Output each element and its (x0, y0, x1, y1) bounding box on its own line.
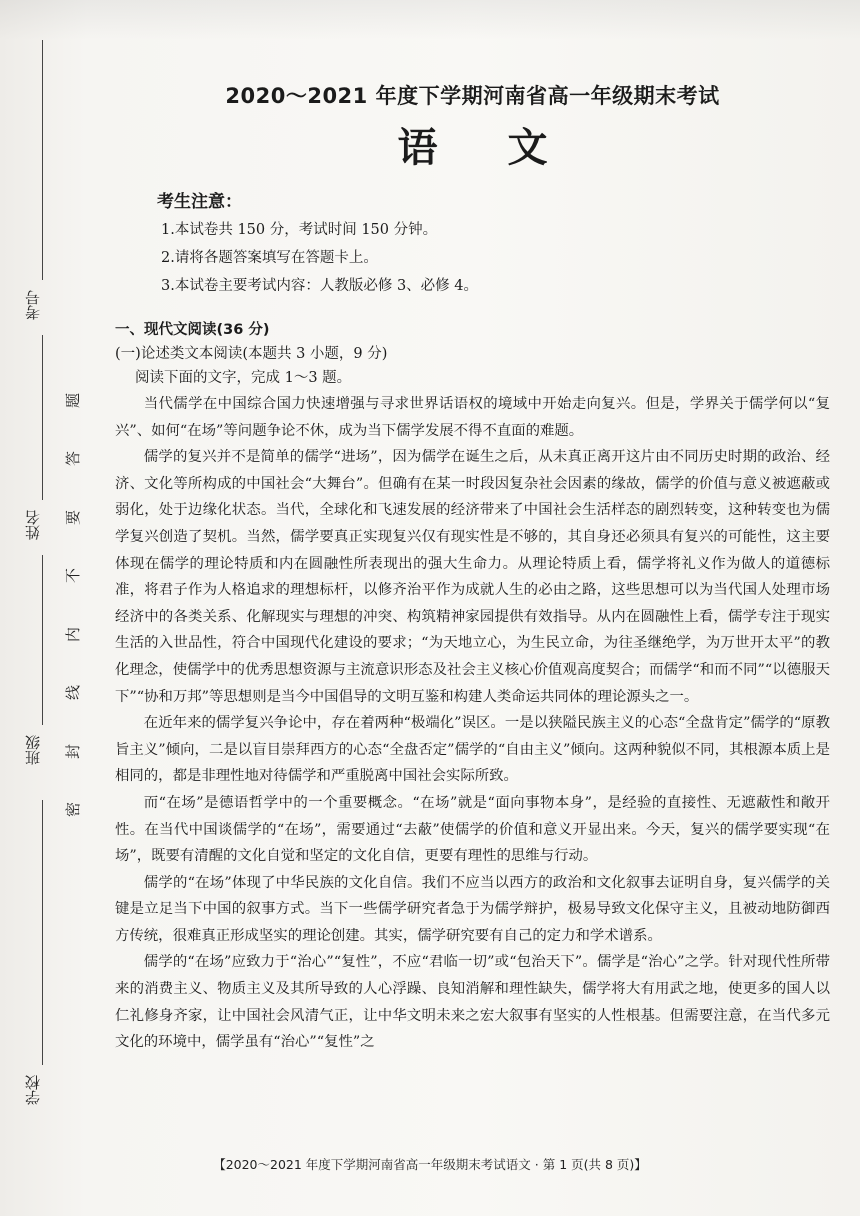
scan-shadow (0, 0, 860, 40)
notice-item: 1.本试卷共 150 分，考试时间 150 分钟。 (161, 222, 438, 238)
seal-char: 封 (64, 743, 83, 759)
school-line (42, 800, 43, 1065)
class-line (42, 555, 43, 725)
school-label: 学校 (24, 1075, 42, 1105)
reading-instruction: 阅读下面的文字，完成 1～3 题。 (135, 370, 352, 386)
page-footer: 【2020～2021 年度下学期河南省高一年级期末考试语文 · 第 1 页(共 8 页)】 (213, 1157, 647, 1172)
page-content (115, 80, 830, 1056)
exam-number-label: 考号 (24, 290, 42, 320)
subsection-heading: (一)论述类文本阅读(本题共 3 小题，9 分) (115, 346, 388, 362)
seal-char: 密 (64, 801, 83, 817)
name-label: 姓名 (24, 510, 42, 540)
exam-title: 2020～2021 年度下学期河南省高一年级期末考试 (225, 84, 720, 108)
paragraph: 儒学的“在场”体现了中华民族的文化自信。我们不应当以西方的政治和文化叙事去证明自身，复兴儒学的关键是立足当下中国的叙事方式。当下一些儒学研究者急于为儒学辩护，极易导致文化保守主义，且被动地防御西方传统，很难真正形成坚实的理论创建。其实，儒学研究要有自己的定力和学术谱系。 (115, 874, 830, 944)
seal-line-notice (58, 390, 88, 820)
section-heading: 一、现代文阅读(36 分) (115, 322, 270, 338)
binding-margin (0, 0, 110, 1216)
notice-item: 2.请将各题答案填写在答题卡上。 (161, 250, 378, 266)
candidate-notice (115, 187, 830, 296)
paragraph: 而“在场”是德语哲学中的一个重要概念。“在场”就是“面向事物本身”，是经验的直接性、无遮蔽性和敞开性。在当代中国谈儒学的“在场”，需要通过“去蔽”使儒学的价值和意义开显出来。今天，复兴的儒学要实现“在场”，既要有清醒的文化自觉和坚定的文化自信，更要有理性的思维与行动。 (115, 794, 830, 865)
paragraph: 在近年来的儒学复兴争论中，存在着两种“极端化”误区。一是以狭隘民族主义的心态“全盘肯定”儒学的“原教旨主义”倾向，二是以盲目崇拜西方的心态“全盘否定”儒学的“自由主义”倾向。这两种貌似不同，其根源本质上是相同的，都是非理性地对待儒学和严重脱离中国社会实际所致。 (115, 715, 830, 785)
seal-char: 不 (64, 568, 83, 584)
seal-char: 答 (64, 451, 83, 467)
seal-char: 题 (64, 392, 83, 409)
class-label: 班级 (24, 735, 42, 765)
paragraph: 儒学的复兴并不是简单的儒学“进场”，因为儒学在诞生之后，从未真正离开这片由不同历史时期的政治、经济、文化等所构成的中国社会“大舞台”。但确有在某一时段因复杂社会因素的缘故，儒学的价值与意义被遮蔽或弱化，处于边缘化状态。当代，全球化和飞速发展的经济带来了中国社会生活样态的剧烈转变，这种转变也为儒学复兴创造了契机。当然，儒学要真正实现复兴仅有现实性是不够的，其自身还必须具有复兴的可能性，这主要体现在儒学的理论特质和内在圆融性所表现出的强大生命力。从理论特质上看，儒学将礼义作为做人的道德标准，将君子作为人格追求的理想标杆，以修齐治平作为成就人生的必由之路，这些思想可以为当代国人处理市场经济中的各类关系、化解现实与理想的冲突、构筑精神家园提供有效指导。从内在圆融性上看，儒学专注于现实生活的入世品性，符合中国现代化建设的要求；“为天地立心，为生民立命，为往圣继绝学，为万世开太平”的教化理念，使儒学中的优秀思想资源与主流意识形态及社会主义核心价值观高度契合；而儒学“和而不同”“以德服天下”“协和万邦”等思想则是当今中国倡导的文明互鉴和构建人类命运共同体的理论源头之一。 (115, 449, 830, 705)
notice-heading: 考生注意： (157, 192, 242, 212)
seal-char: 要 (64, 509, 83, 525)
exam-number-line (42, 40, 43, 280)
name-line (42, 335, 43, 500)
seal-char: 内 (64, 626, 83, 642)
seal-char: 线 (64, 685, 83, 701)
paragraph: 儒学的“在场”应致力于“治心”“复性”，不应“君临一切”或“包治天下”。儒学是“治心”之学。针对现代性所带来的消费主义、物质主义及其所导致的人心浮躁、良知消解和理性缺失，儒学将大有用武之地，使更多的国人以仁礼修身齐家，让中国社会风清气正，让中华文明未来之宏大叙事有坚实的人性根基。但需要注意，在当代多元文化的环境中，儒学虽有“治心”“复性”之 (115, 954, 830, 1051)
subject-title: 语文 (397, 125, 618, 171)
paragraph: 当代儒学在中国综合国力快速增强与寻求世界话语权的境域中开始走向复兴。但是，学界关于儒学何以“复兴”、如何“在场”等问题争论不休，成为当下儒学发展不得不直面的难题。 (115, 396, 830, 439)
notice-item: 3.本试卷主要考试内容：人教版必修 3、必修 4。 (161, 278, 479, 294)
